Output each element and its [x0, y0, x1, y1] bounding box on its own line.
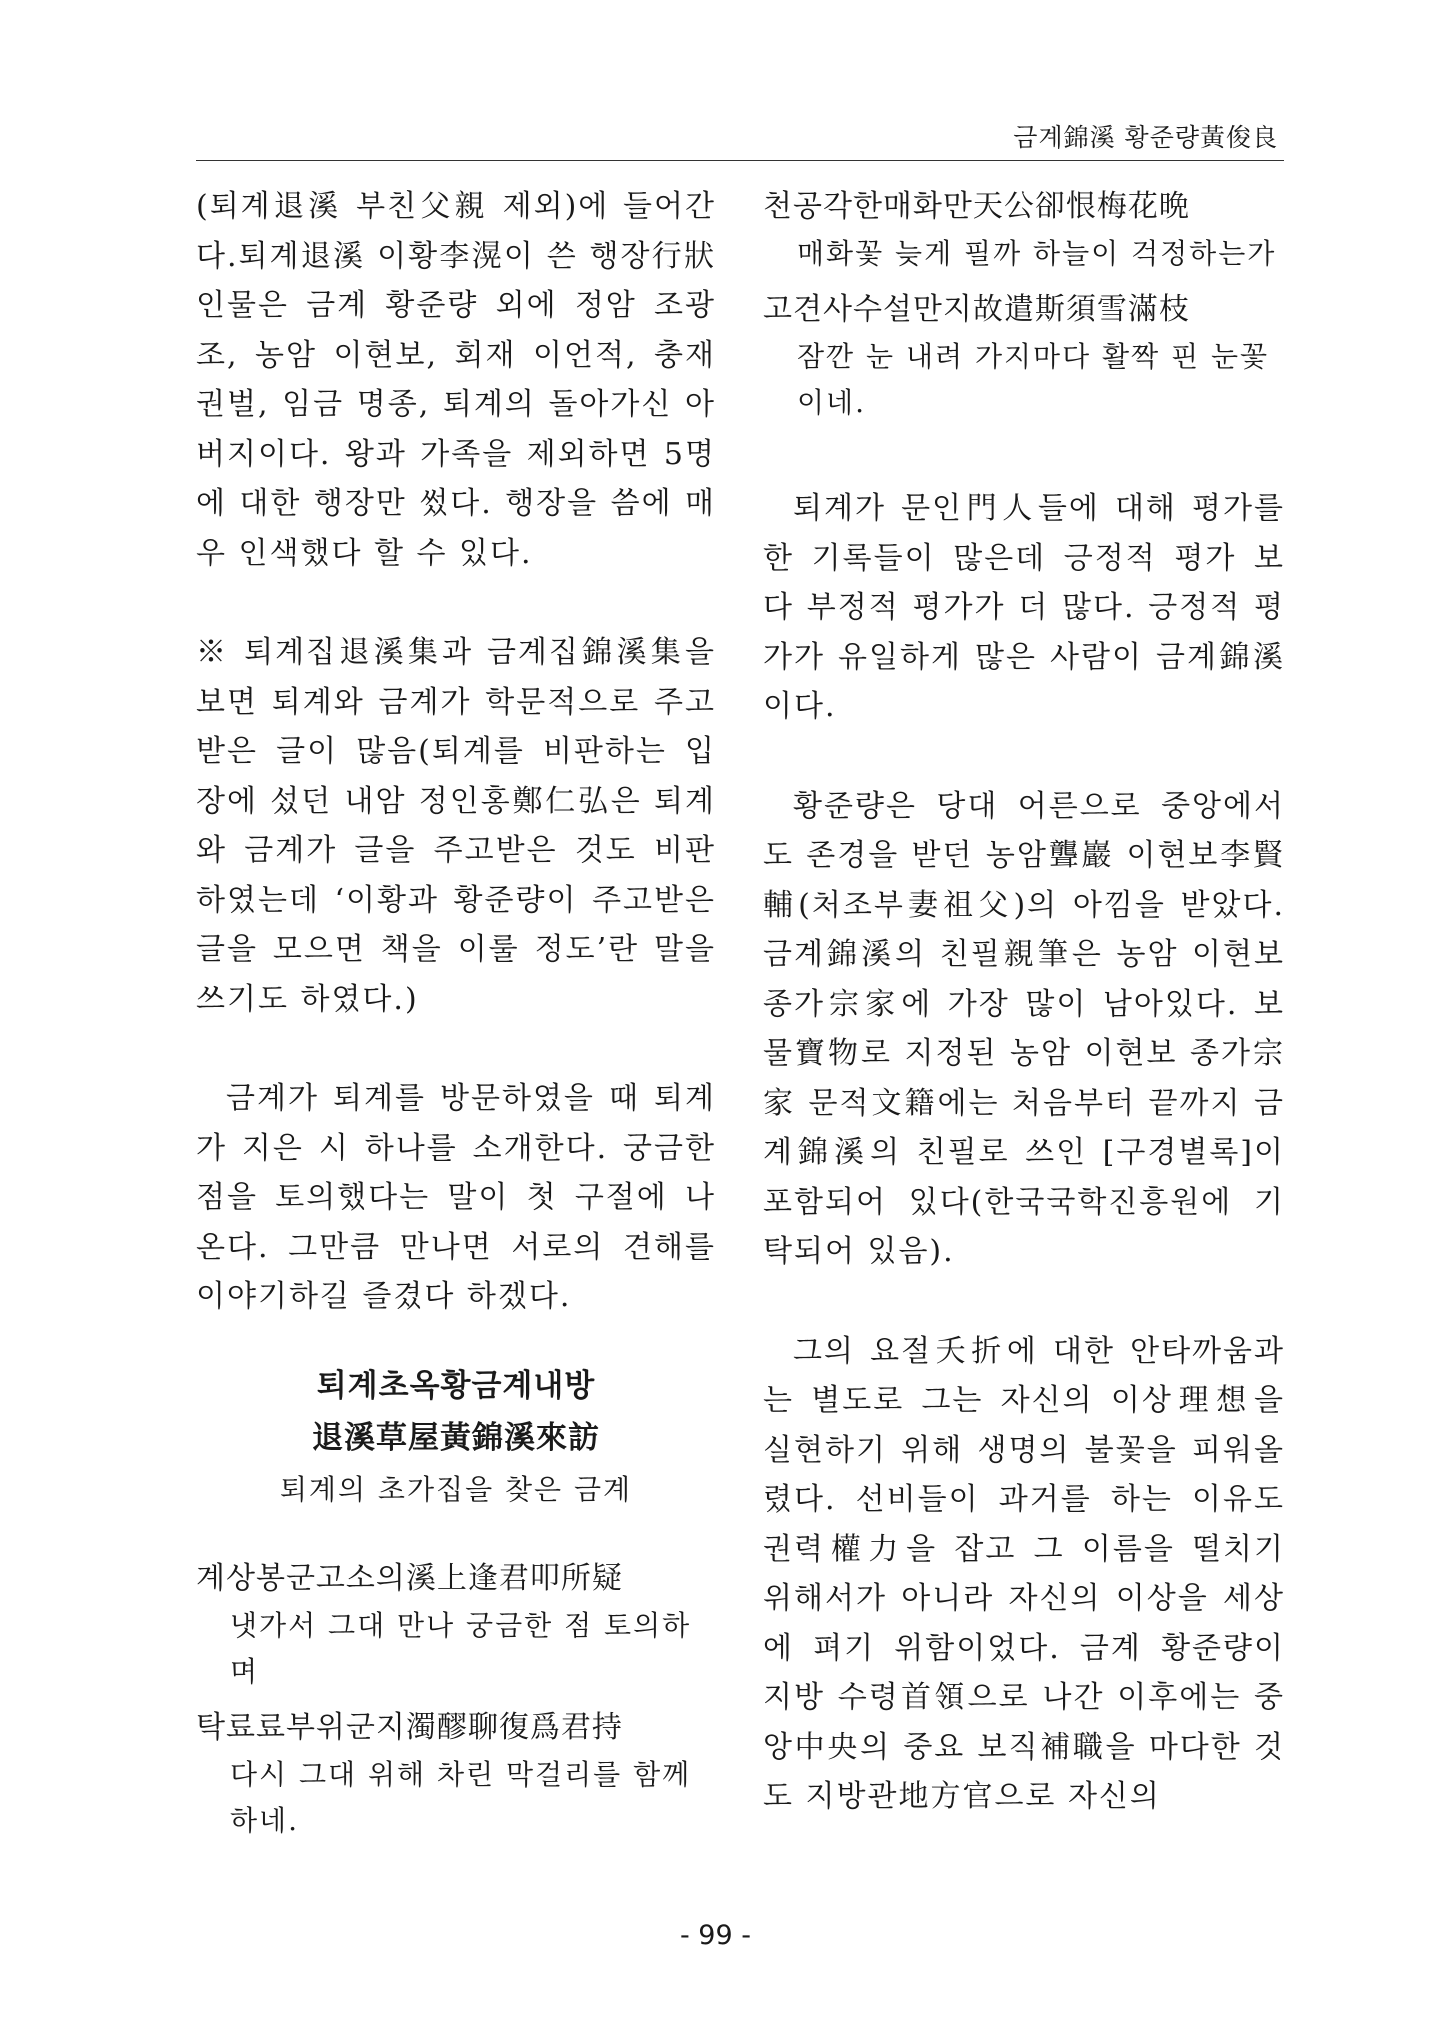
poem-translation: 다시 그대 위해 차린 막걸리를 함께 하네. [230, 1757, 692, 1837]
poem-verse: 고견사수설만지故遣斯須雪滿枝 [763, 292, 1190, 327]
poem-verse: 탁료료부위군지濁醪聊復爲君持 [196, 1709, 623, 1745]
poem-translation: 냇가서 그대 만나 궁금한 점 토의하며 [230, 1608, 692, 1688]
paragraph: 그의 요절夭折에 대한 안타까움과는 별도로 그는 자신의 이상理想을 실현하기 위해 생명의 불꽃을 피워올렸다. 선비들이 과거를 하는 이유도 권력權力을 잡고 그 이름을 떨치기 위해서가 아니라 자신의 이상을 세상에 펴기 위함이었다. 금계 황준량이 지방 수령首領으로 나간 이후에는 중앙中央의 중요 보직補職을 마다한 것도 지방관地方官으로 자신의 [763, 1333, 1285, 1814]
poem-verse: 계상봉군고소의溪上逢君叩所疑 [196, 1560, 623, 1596]
right-column [763, 182, 1285, 1822]
paragraph: 금계가 퇴계를 방문하였을 때 퇴계가 지은 시 하나를 소개한다. 궁금한 점을 토의했다는 말이 첫 구절에 나온다. 그만큼 만나면 서로의 견해를 이야기하길 즐겼다 하겠다. [196, 1081, 716, 1314]
poem-verse: 천공각한매화만天公卻恨梅花晩 [763, 189, 1190, 224]
page-number: - 99 - [679, 1920, 751, 1951]
poem-translation: 잠깐 눈 내려 가지마다 활짝 핀 눈꽃이네. [797, 340, 1270, 419]
header-title: 금계錦溪 황준량黃俊良 [1013, 123, 1278, 152]
paragraph: 퇴계가 문인門人들에 대해 평가를 한 기록들이 많은데 긍정적 평가 보다 부정적 평가가 더 많다. 긍정적 평가가 유일하게 많은 사람이 금계錦溪이다. [763, 491, 1285, 724]
poem-title-hanja: 退溪草屋黃錦溪來訪 [312, 1419, 600, 1456]
poem-translation: 매화꽃 늦게 필까 하늘이 걱정하는가 [797, 237, 1277, 270]
running-header [196, 110, 1284, 161]
poem-subtitle: 퇴계의 초가집을 찾은 금계 [279, 1472, 633, 1506]
left-column [196, 182, 716, 1852]
note-paragraph: ※ 퇴계집退溪集과 금계집錦溪集을 보면 퇴계와 금계가 학문적으로 주고받은 글이 많음(퇴계를 비판하는 입장에 섰던 내암 정인홍鄭仁弘은 퇴계와 금계가 글을 주고받은 것도 비판하였는데 ‘이황과 황준량이 주고받은 글을 모으면 책을 이룰 정도’란 말을 쓰기도 하였다.) [196, 635, 716, 1017]
paragraph: 황준량은 당대 어른으로 중앙에서도 존경을 받던 농암聾巖 이현보李賢輔(처조부妻祖父)의 아낌을 받았다. 금계錦溪의 친필親筆은 농암 이현보 종가宗家에 가장 많이 남아있다. 보물寶物로 지정된 농암 이현보 종가宗家 문적文籍에는 처음부터 끝까지 금계錦溪의 친필로 쓰인 [구경별록]이 포함되어 있다(한국국학진흥원에 기탁되어 있음). [763, 788, 1285, 1269]
poem-title-korean: 퇴계초옥황금계내방 [316, 1367, 596, 1404]
paragraph: (퇴계退溪 부친父親 제외)에 들어간다.퇴계退溪 이황李滉이 쓴 행장行狀 인물은 금계 황준량 외에 정암 조광조, 농암 이현보, 회재 이언적, 충재 권벌, 임금 명종, 퇴계의 돌아가신 아버지이다. 왕과 가족을 제외하면 5명에 대한 행장만 썼다. 행장을 씀에 매우 인색했다 할 수 있다. [196, 189, 716, 571]
